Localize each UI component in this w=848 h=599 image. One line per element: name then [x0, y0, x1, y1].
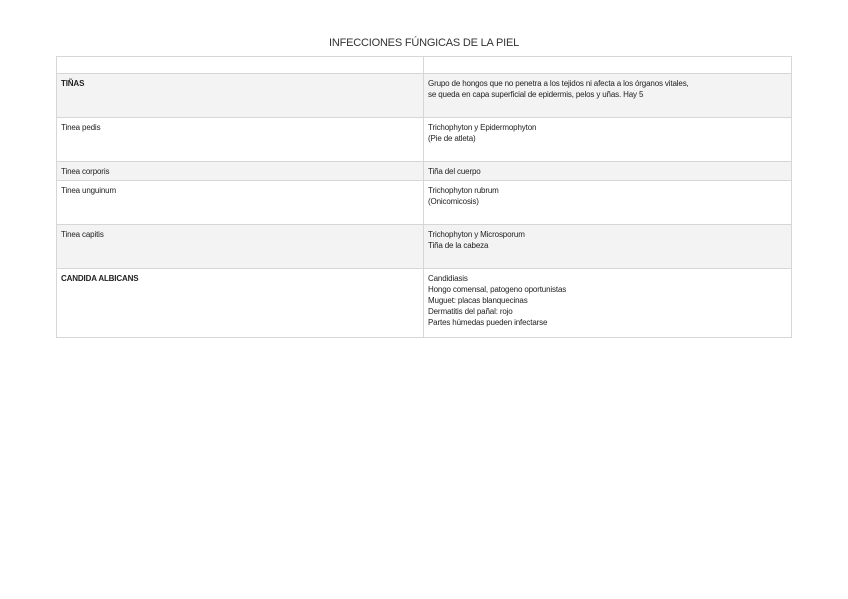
table-header-cell-right [424, 57, 792, 74]
row-description [424, 269, 792, 338]
description-line: Trichophyton rubrum [428, 186, 499, 195]
row-label: CANDIDA ALBICANS [57, 269, 424, 338]
row-description [424, 74, 792, 118]
description-line: Dermatitis del pañal: rojo [428, 307, 513, 316]
description-line: Tiña del cuerpo [428, 167, 481, 176]
description-line: Candidiasis [428, 274, 468, 283]
description-line: (Pie de atleta) [428, 134, 476, 143]
row-description [424, 181, 792, 225]
description-line: Hongo comensal, patogeno oportunistas [428, 285, 567, 294]
table-header-row [57, 57, 792, 74]
fungal-infections-table [56, 56, 792, 338]
description-line: Trichophyton y Epidermophyton [428, 123, 537, 132]
description-line: Tiña de la cabeza [428, 241, 489, 250]
description-line: (Onicomicosis) [428, 197, 479, 206]
description-line: Partes húmedas pueden infectarse [428, 318, 548, 327]
row-label: Tinea unguinum [57, 181, 424, 225]
table-row-candida-albicans [57, 269, 792, 338]
description-line: Grupo de hongos que no penetra a los tejidos ni afecta a los órganos vitales, [428, 79, 689, 88]
row-label: Tinea capitis [57, 225, 424, 269]
row-label: Tinea pedis [57, 118, 424, 162]
table-row-tinea-corporis [57, 162, 792, 181]
description-line: Muguet: placas blanquecinas [428, 296, 528, 305]
table-row-tinea-capitis [57, 225, 792, 269]
table-row-tinas [57, 74, 792, 118]
document-title: INFECCIONES FÚNGICAS DE LA PIEL [328, 37, 519, 49]
table-row-tinea-pedis [57, 118, 792, 162]
table-header-cell-left [57, 57, 424, 74]
row-description [424, 118, 792, 162]
row-label: TIÑAS [57, 74, 424, 118]
row-description [424, 162, 792, 181]
description-line: Trichophyton y Microsporum [428, 230, 525, 239]
description-line: se queda en capa superficial de epidermis, pelos y uñas. Hay 5 [428, 90, 644, 99]
row-description [424, 225, 792, 269]
table-row-tinea-unguinum [57, 181, 792, 225]
row-label: Tinea corporis [57, 162, 424, 181]
